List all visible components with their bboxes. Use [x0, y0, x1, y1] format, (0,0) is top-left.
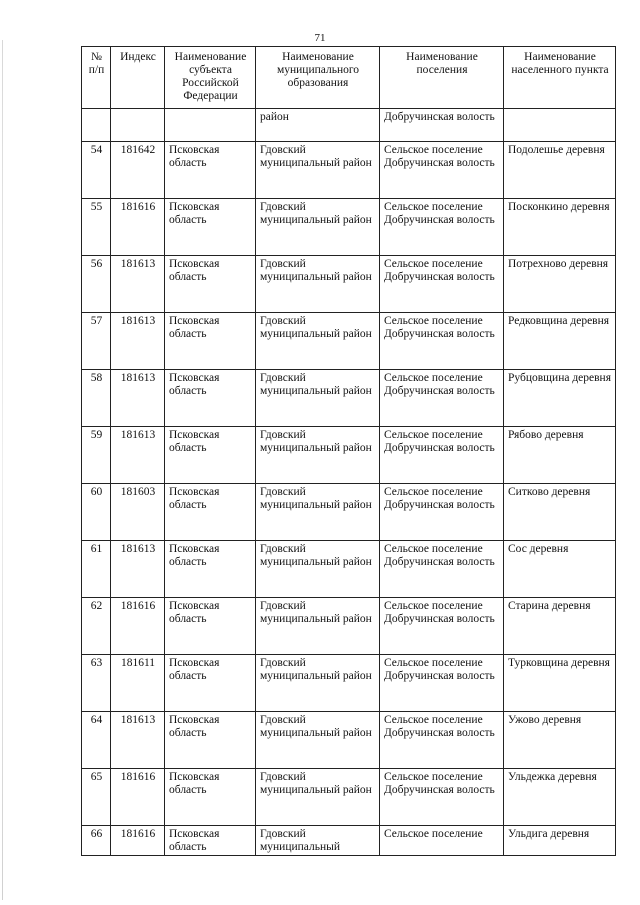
cell-index: 181613 — [111, 313, 165, 370]
cell-subject: Псковская область — [165, 199, 256, 256]
cell-municipality: Гдовский муниципальный район — [256, 142, 380, 199]
table-row — [82, 199, 616, 256]
col-header-municipality: Наименование муниципального образования — [256, 47, 380, 109]
cell-municipality: Гдовский муниципальный район — [256, 655, 380, 712]
cell-settlement: Сельское поселение Добручинская волость — [380, 427, 504, 484]
cell-locality: Посконкино деревня — [504, 199, 616, 256]
cell-municipality: район — [256, 109, 380, 142]
cell-num: 64 — [82, 712, 111, 769]
cell-num: 54 — [82, 142, 111, 199]
cell-num: 55 — [82, 199, 111, 256]
cell-municipality: Гдовский муниципальный район — [256, 598, 380, 655]
cell-index: 181613 — [111, 256, 165, 313]
cell-municipality: Гдовский муниципальный район — [256, 427, 380, 484]
cell-subject: Псковская область — [165, 598, 256, 655]
cell-settlement: Сельское поселение Добручинская волость — [380, 370, 504, 427]
cell-municipality: Гдовский муниципальный район — [256, 199, 380, 256]
cell-index: 181613 — [111, 427, 165, 484]
cell-locality: Рябово деревня — [504, 427, 616, 484]
cell-locality: Ужово деревня — [504, 712, 616, 769]
cell-subject: Псковская область — [165, 484, 256, 541]
cell-locality: Ульдежка деревня — [504, 769, 616, 826]
cell-index: 181616 — [111, 199, 165, 256]
cell-subject: Псковская область — [165, 541, 256, 598]
cell-num: 65 — [82, 769, 111, 826]
table-row — [82, 370, 616, 427]
table-header-row — [82, 47, 616, 109]
cell-municipality: Гдовский муниципальный — [256, 826, 380, 856]
table-row — [82, 541, 616, 598]
cell-index: 181613 — [111, 370, 165, 427]
cell-num: 62 — [82, 598, 111, 655]
cell-subject: Псковская область — [165, 256, 256, 313]
cell-subject: Псковская область — [165, 427, 256, 484]
cell-locality: Турковщина деревня — [504, 655, 616, 712]
table-row — [82, 484, 616, 541]
cell-municipality: Гдовский муниципальный район — [256, 484, 380, 541]
cell-num: 63 — [82, 655, 111, 712]
cell-subject: Псковская область — [165, 313, 256, 370]
cell-locality: Ульдига деревня — [504, 826, 616, 856]
cell-settlement: Сельское поселение Добручинская волость — [380, 484, 504, 541]
cell-settlement: Сельское поселение Добручинская волость — [380, 142, 504, 199]
cell-settlement: Сельское поселение Добручинская волость — [380, 199, 504, 256]
cell-subject: Псковская область — [165, 712, 256, 769]
cell-municipality: Гдовский муниципальный район — [256, 313, 380, 370]
table-row — [82, 313, 616, 370]
cell-index: 181613 — [111, 712, 165, 769]
scan-edge-shadow — [2, 40, 3, 900]
cell-num — [82, 109, 111, 142]
cell-settlement: Сельское поселение Добручинская волость — [380, 541, 504, 598]
table-row — [82, 655, 616, 712]
localities-table — [81, 46, 616, 856]
table-row — [82, 712, 616, 769]
cell-subject: Псковская область — [165, 769, 256, 826]
cell-locality: Потрехново деревня — [504, 256, 616, 313]
cell-settlement: Сельское поселение Добручинская волость — [380, 313, 504, 370]
cell-locality — [504, 109, 616, 142]
cell-locality: Ситково деревня — [504, 484, 616, 541]
cell-settlement: Сельское поселение Добручинская волость — [380, 769, 504, 826]
cell-locality: Редковщина деревня — [504, 313, 616, 370]
col-header-locality: Наименование населенного пункта — [504, 47, 616, 109]
cell-locality: Сос деревня — [504, 541, 616, 598]
col-header-num: № п/п — [82, 47, 111, 109]
cell-settlement: Сельское поселение Добручинская волость — [380, 655, 504, 712]
cell-subject: Псковская область — [165, 142, 256, 199]
table-row-continued — [82, 109, 616, 142]
cell-locality: Подолешье деревня — [504, 142, 616, 199]
cell-index: 181616 — [111, 598, 165, 655]
cell-subject: Псковская область — [165, 655, 256, 712]
col-header-subject: Наименование субъекта Российской Федерации — [165, 47, 256, 109]
cell-num: 57 — [82, 313, 111, 370]
cell-municipality: Гдовский муниципальный район — [256, 256, 380, 313]
cell-num: 66 — [82, 826, 111, 856]
table-row — [82, 256, 616, 313]
cell-municipality: Гдовский муниципальный район — [256, 541, 380, 598]
cell-num: 61 — [82, 541, 111, 598]
cell-num: 60 — [82, 484, 111, 541]
table-row — [82, 769, 616, 826]
cell-subject: Псковская область — [165, 826, 256, 856]
table-row — [82, 142, 616, 199]
cell-settlement: Сельское поселение Добручинская волость — [380, 256, 504, 313]
cell-municipality: Гдовский муниципальный район — [256, 712, 380, 769]
table-row — [82, 427, 616, 484]
cell-locality: Рубцовщина деревня — [504, 370, 616, 427]
cell-num: 56 — [82, 256, 111, 313]
cell-municipality: Гдовский муниципальный район — [256, 370, 380, 427]
cell-subject: Псковская область — [165, 370, 256, 427]
cell-index — [111, 109, 165, 142]
cell-municipality: Гдовский муниципальный район — [256, 769, 380, 826]
cell-index: 181616 — [111, 826, 165, 856]
cell-index: 181616 — [111, 769, 165, 826]
cell-locality: Старина деревня — [504, 598, 616, 655]
cell-index: 181613 — [111, 541, 165, 598]
cell-num: 59 — [82, 427, 111, 484]
table-row — [82, 598, 616, 655]
cell-num: 58 — [82, 370, 111, 427]
col-header-index: Индекс — [111, 47, 165, 109]
cell-settlement: Сельское поселение Добручинская волость — [380, 598, 504, 655]
cell-settlement: Сельское поселение Добручинская волость — [380, 712, 504, 769]
cell-index: 181611 — [111, 655, 165, 712]
cell-subject — [165, 109, 256, 142]
table-row — [82, 826, 616, 856]
col-header-settlement: Наименование поселения — [380, 47, 504, 109]
cell-settlement: Сельское поселение — [380, 826, 504, 856]
page-number: 71 — [314, 32, 326, 44]
cell-settlement: Добручинская волость — [380, 109, 504, 142]
cell-index: 181603 — [111, 484, 165, 541]
cell-index: 181642 — [111, 142, 165, 199]
